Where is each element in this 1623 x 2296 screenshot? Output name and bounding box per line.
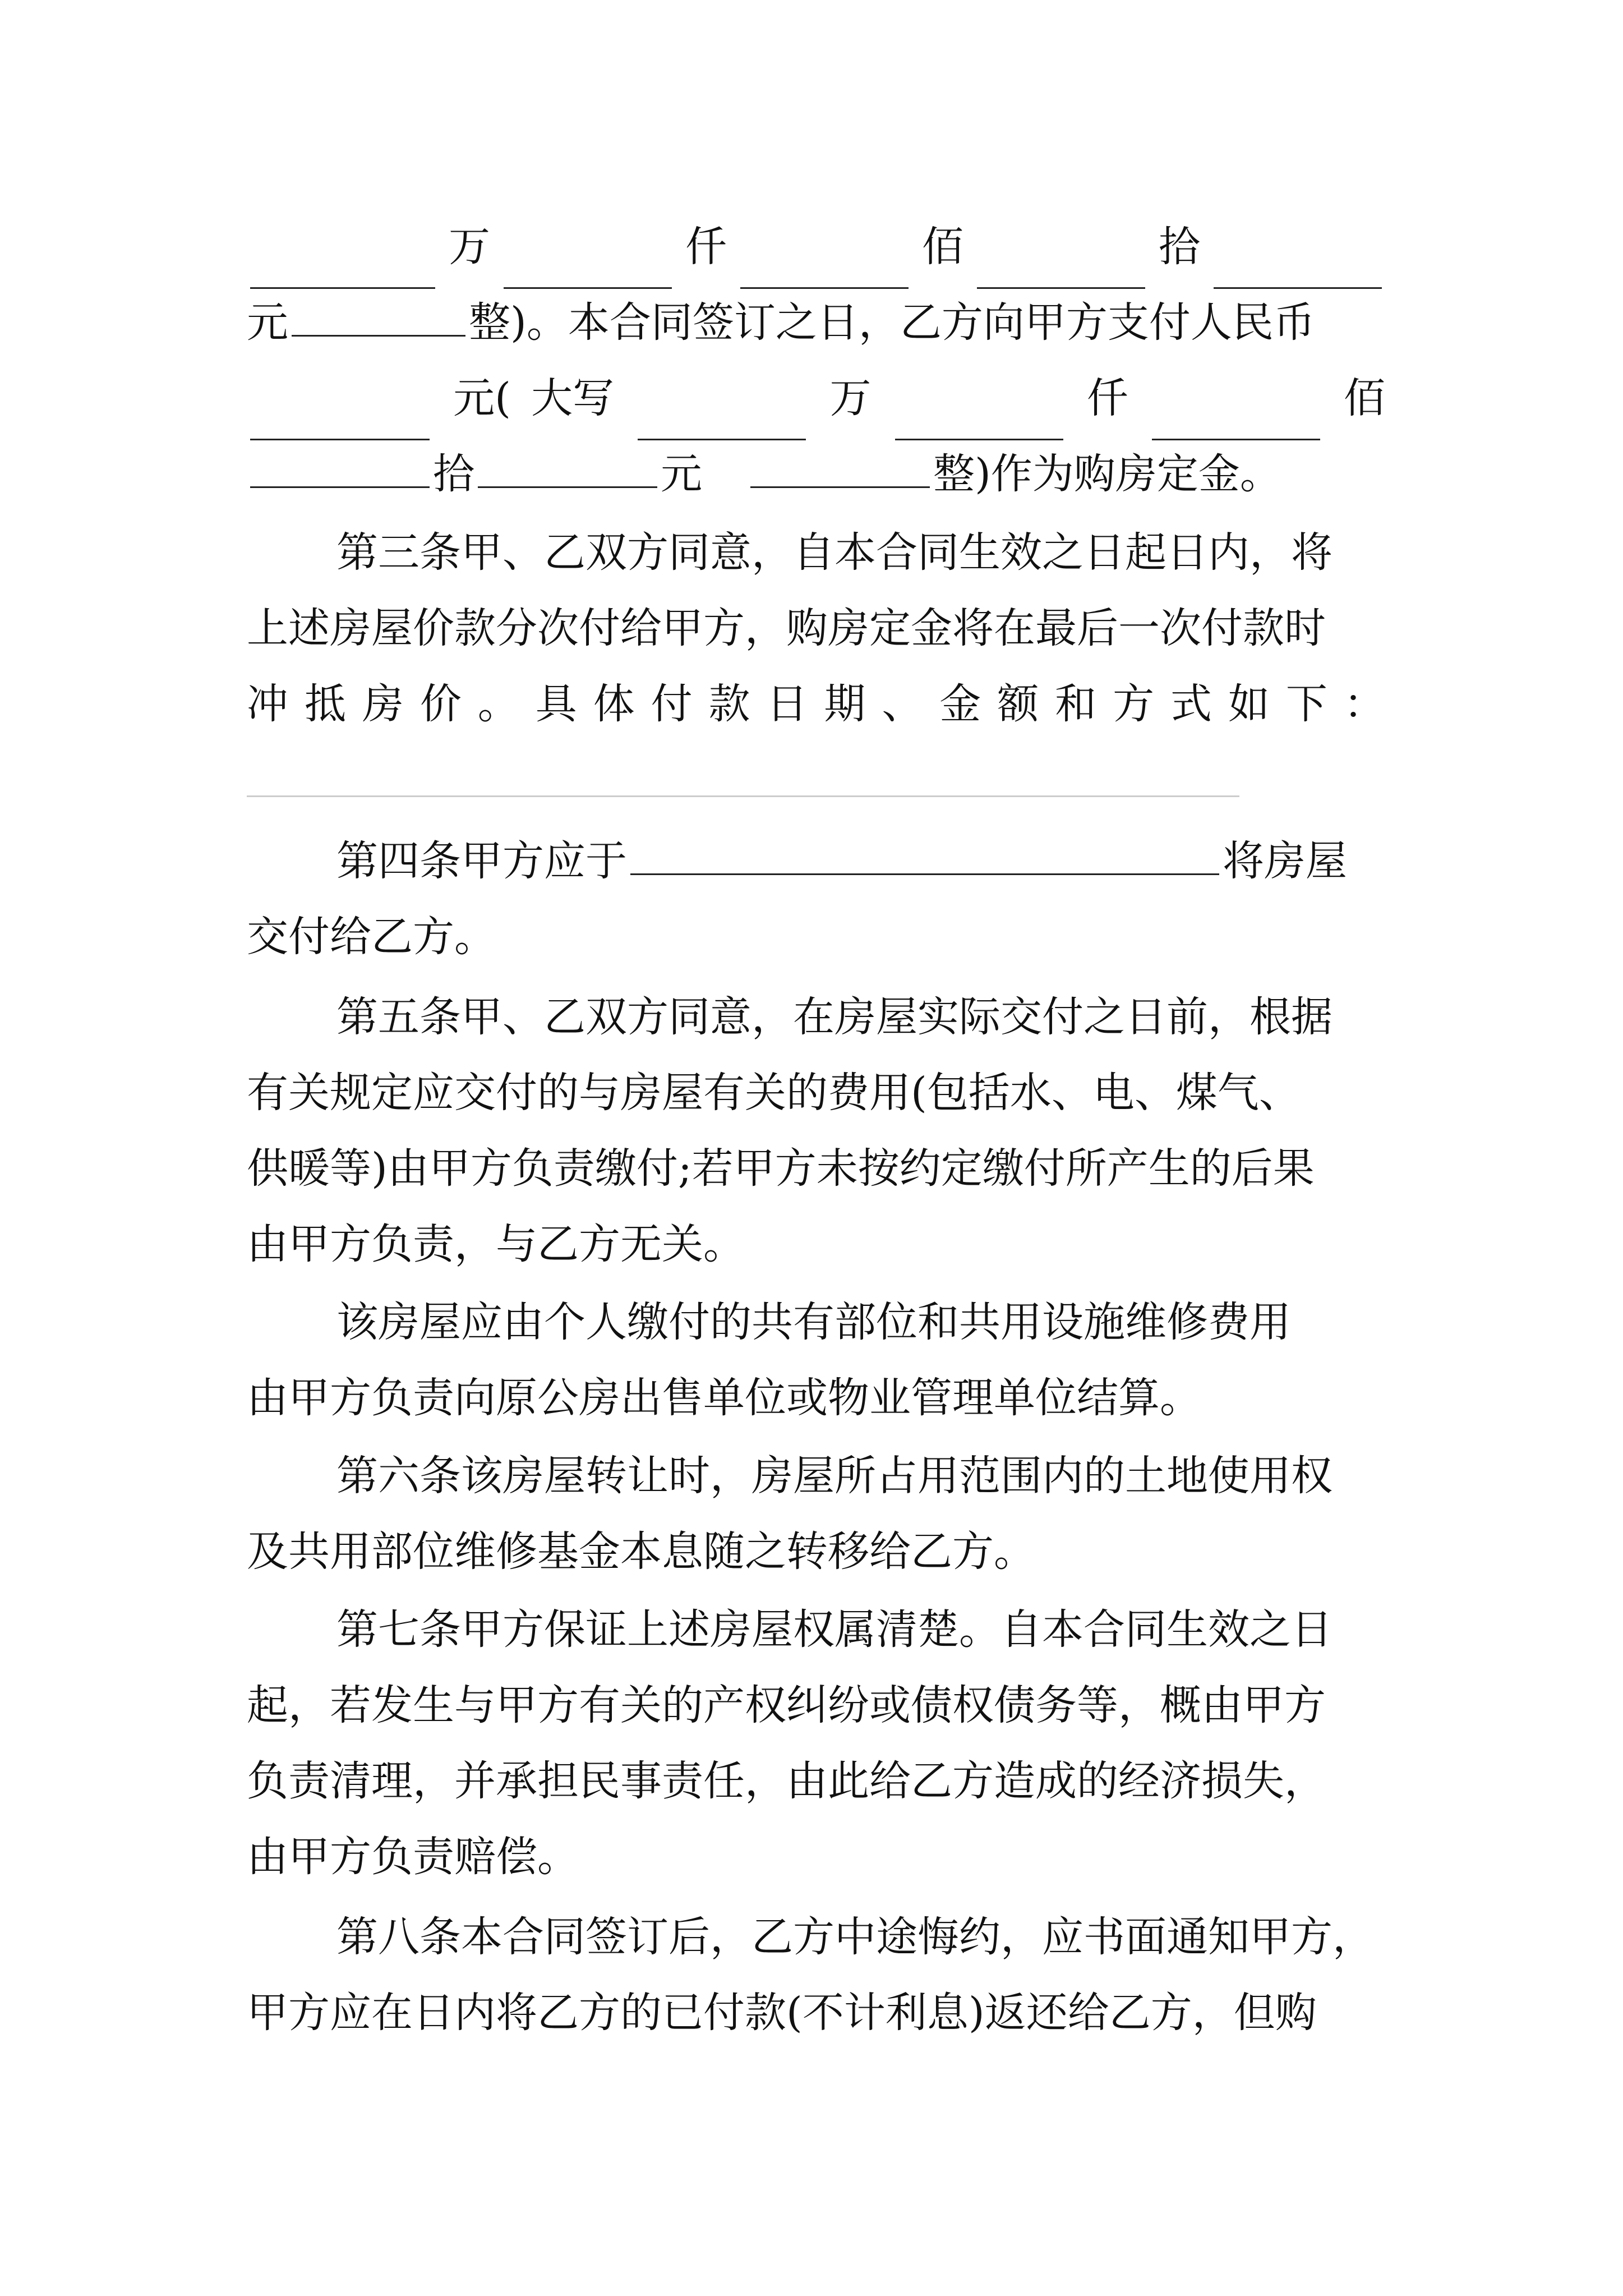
text-char: 方 [1113,680,1155,728]
text-char: 、 [882,680,924,728]
text-line: 上述房屋价款分次付给甲方，购房定金将在最后一次付款时 [247,604,1326,652]
text-char: ： [1343,680,1385,728]
text-char: 体 [593,680,635,728]
text-line [247,280,1385,365]
text-line: 第五条甲、乙双方同意，在房屋实际交付之日前，根据 [336,993,1332,1041]
fill-in-blank[interactable] [630,840,1219,875]
text-line: 第三条甲、乙双方同意，自本合同生效之日起日内，将 [336,528,1332,577]
text-line [336,819,1385,903]
fill-in-blank[interactable] [750,453,930,488]
text-char: 抵 [304,680,346,728]
text-line [247,432,1385,516]
text-line: 甲方应在日内将乙方的已付款(不计利息)返还给乙方，但购 [247,1989,1317,2037]
text-char: 下 [1285,680,1327,728]
text-line: 交付给乙方。 [247,913,496,961]
fill-in-blank[interactable] [478,453,657,488]
text-char: 。 [477,680,519,728]
text-line: 该房屋应由个人缴付的共有部位和共用设施维修费用 [336,1298,1291,1346]
text-line: 由甲方负责赔偿。 [247,1833,579,1881]
text-line: 第七条甲方保证上述房屋权属清楚。自本合同生效之日 [336,1605,1332,1654]
text-line [247,662,1385,746]
text-char: 期 [824,680,866,728]
text-segment: 仟 [685,223,727,271]
text-char: 和 [1055,680,1097,728]
text-char: 金 [939,680,981,728]
text-line: 供暖等)由甲方负责缴付;若甲方未按约定缴付所产生的后果 [247,1144,1315,1193]
text-line: 第八条本合同签订后，乙方中途悔约，应书面通知甲方， [336,1913,1374,1961]
text-segment: 整)作为购房定金。 [933,450,1281,498]
text-line: 负责清理，并承担民事责任，由此给乙方造成的经济损失， [247,1757,1326,1805]
text-segment: 元 [661,450,702,498]
blank-rule-line[interactable] [247,795,1239,797]
text-segment: 佰 [1344,374,1385,422]
text-char: 日 [766,680,808,728]
text-line [247,205,1385,289]
text-segment: 佰 [922,223,963,271]
text-line [247,356,1385,440]
text-line: 由甲方负责，与乙方无关。 [247,1220,745,1268]
text-segment: 将房屋 [1223,837,1347,885]
text-segment: 元( [453,374,511,422]
text-char: 具 [535,680,577,728]
text-char: 冲 [247,680,288,728]
text-segment: 万 [449,223,490,271]
text-char: 式 [1170,680,1212,728]
text-char: 款 [708,680,750,728]
text-line: 由甲方负责向原公房出售单位或物业管理单位结算。 [247,1374,1201,1422]
text-line: 有关规定应交付的与房屋有关的费用(包括水、电、煤气、 [247,1069,1301,1117]
text-segment: 大写 [531,374,615,422]
text-segment: 拾 [433,450,474,498]
text-char: 房 [362,680,404,728]
text-line: 第六条该房屋转让时，房屋所占用范围内的土地使用权 [336,1452,1332,1500]
text-char: 额 [997,680,1039,728]
text-segment: 第四条甲方应于 [336,837,627,885]
text-segment: 元 [247,298,288,347]
text-char: 如 [1228,680,1270,728]
text-segment: 仟 [1086,374,1128,422]
text-segment: 整)。本合同签订之日，乙方向甲方支付人民币 [469,298,1315,347]
text-char: 付 [651,680,693,728]
fill-in-blank[interactable] [292,301,465,337]
fill-in-blank[interactable] [250,453,430,488]
text-segment: 万 [829,374,872,422]
text-char: 价 [419,680,462,728]
text-line: 及共用部位维修基金本息随之转移给乙方。 [247,1527,1035,1576]
text-segment: 拾 [1159,223,1200,271]
text-line: 起，若发生与甲方有关的产权纠纷或债权债务等，概由甲方 [247,1681,1326,1729]
